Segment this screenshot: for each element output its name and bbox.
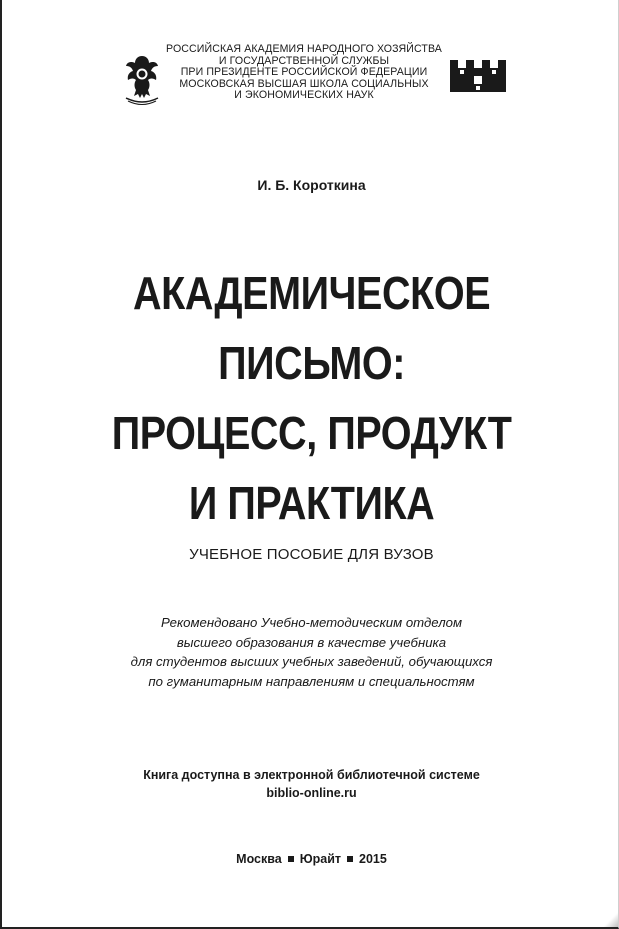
access-url: biblio-online.ru — [266, 786, 357, 800]
recommendation-line: высшего образования в качестве учебника — [176, 634, 447, 650]
imprint-publisher: Юрайт — [299, 852, 342, 866]
access-line: Книга доступна в электронной библиотечной системе — [143, 768, 480, 782]
page-corner-shadow — [604, 911, 618, 927]
institution-line: И ЭКОНОМИЧЕСКИХ НАУК — [234, 89, 374, 102]
recommendation-text — [2, 613, 619, 691]
institution-name — [154, 44, 454, 102]
book-title — [45, 258, 577, 538]
title-line: ПИСЬМО: — [218, 337, 405, 389]
institution-line: РОССИЙСКАЯ АКАДЕМИЯ НАРОДНОГО ХОЗЯЙСТВА — [166, 43, 442, 55]
square-separator-icon — [347, 856, 353, 862]
imprint-year: 2015 — [359, 852, 387, 866]
square-separator-icon — [288, 856, 294, 862]
recommendation-line: Рекомендовано Учебно-методическим отделом — [160, 615, 463, 630]
institution-header — [114, 44, 514, 124]
imprint-city: Москва — [236, 852, 282, 866]
book-subtitle: УЧЕБНОЕ ПОСОБИЕ ДЛЯ ВУЗОВ — [189, 546, 434, 563]
institution-line: МОСКОВСКАЯ ВЫСШАЯ ШКОЛА СОЦИАЛЬНЫХ — [179, 77, 429, 90]
library-access-note — [2, 766, 619, 802]
title-line: АКАДЕМИЧЕСКОЕ — [132, 267, 491, 319]
imprint — [2, 852, 619, 866]
title-line: ПРОЦЕСС, ПРОДУКТ — [111, 407, 512, 459]
institution-line: ПРИ ПРЕЗИДЕНТЕ РОССИЙСКОЙ ФЕДЕРАЦИИ — [180, 66, 428, 79]
institution-line: И ГОСУДАРСТВЕННОЙ СЛУЖБЫ — [218, 54, 390, 67]
recommendation-line: для студентов высших учебных заведений, обучающихся — [130, 654, 493, 669]
title-line: И ПРАКТИКА — [188, 477, 435, 529]
recommendation-line: по гуманитарным направлениям и специальностям — [148, 673, 475, 689]
pixel-blocks-logo-icon — [450, 60, 506, 92]
author-name: И. Б. Короткина — [257, 177, 366, 193]
